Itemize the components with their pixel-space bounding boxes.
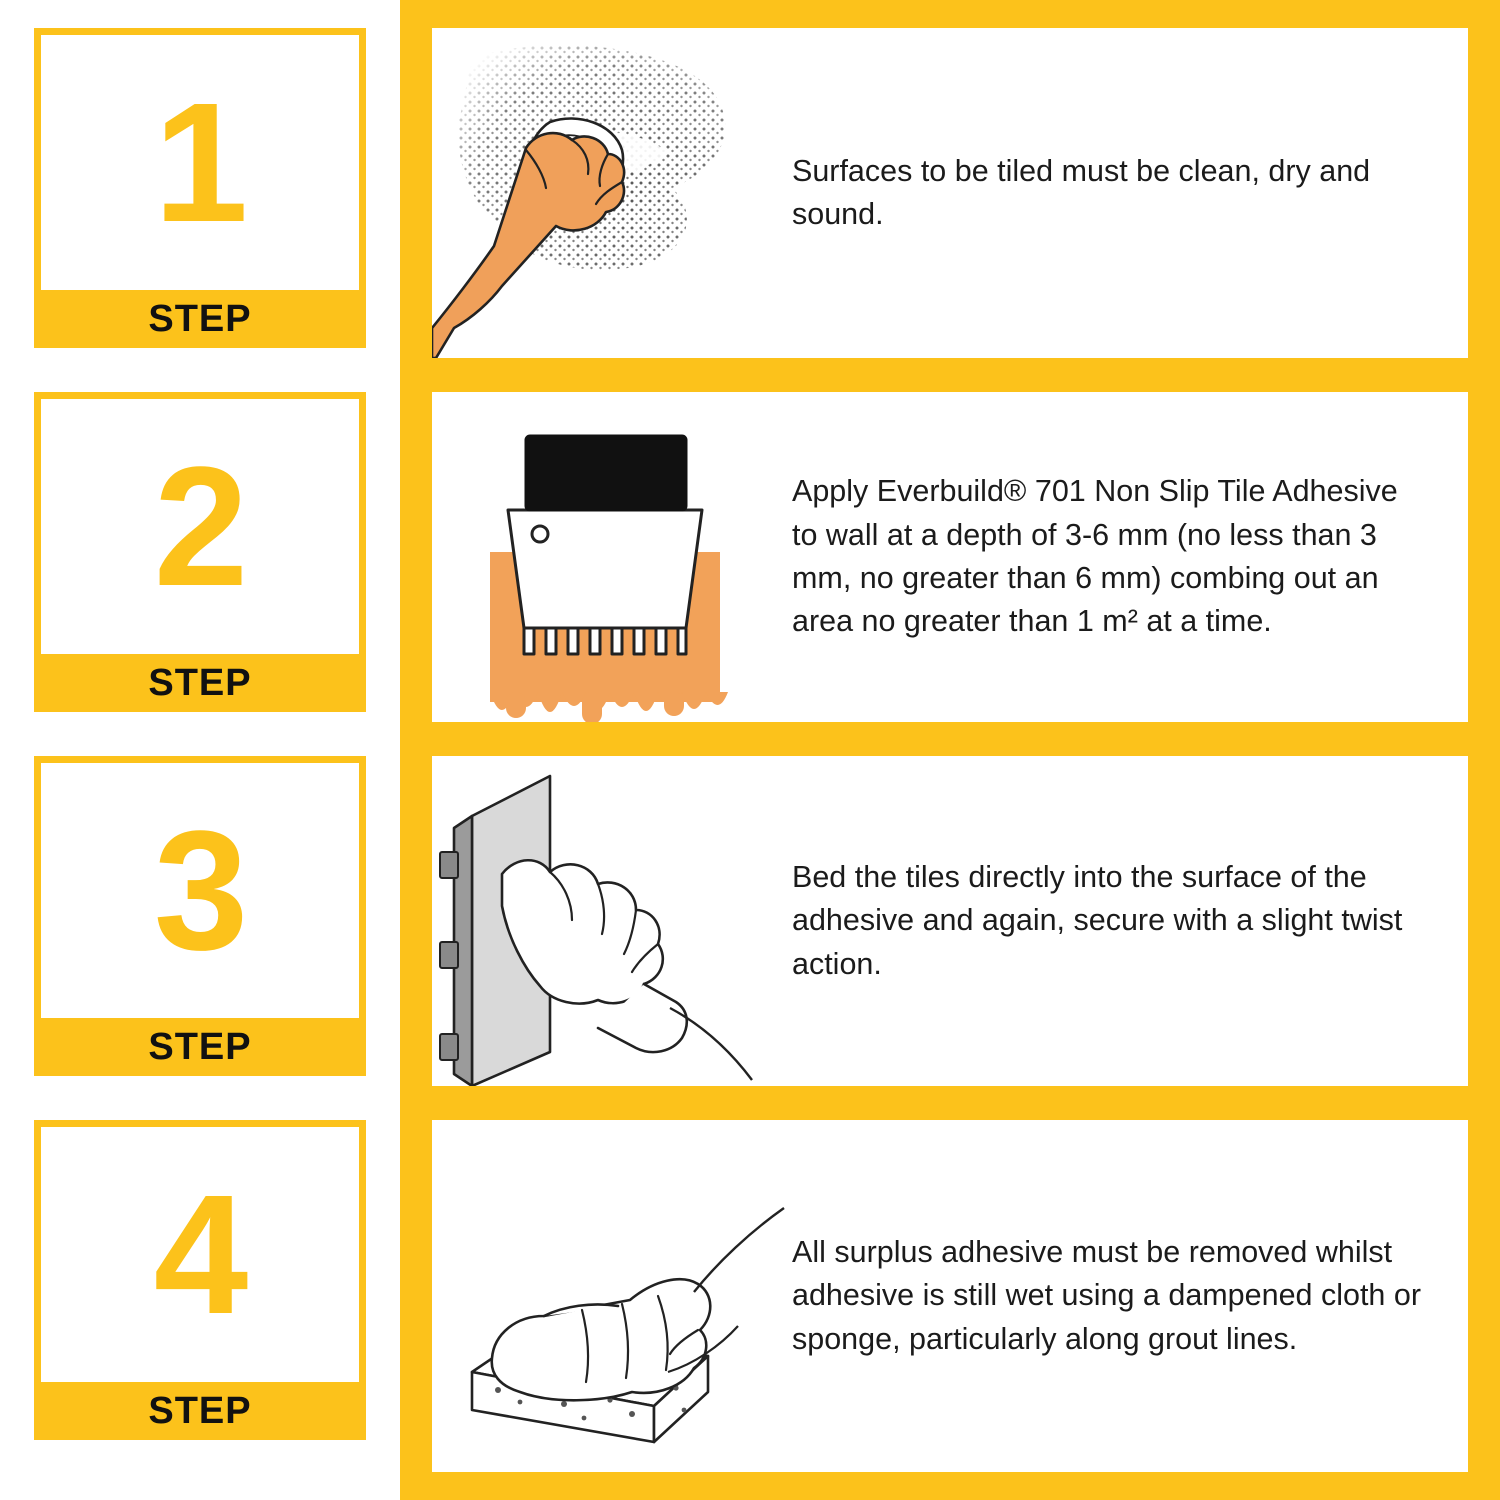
step-label-box-1 bbox=[34, 290, 366, 348]
step-row-1 bbox=[432, 28, 1468, 358]
step-number-box-4 bbox=[34, 1120, 366, 1382]
step-number-3: 3 bbox=[153, 795, 247, 986]
step-label-4: STEP bbox=[148, 1389, 252, 1432]
step-card-1 bbox=[34, 28, 366, 348]
hand-with-sponge-icon bbox=[432, 1120, 792, 1472]
step-card-3 bbox=[34, 756, 366, 1076]
step-label-2: STEP bbox=[148, 661, 252, 704]
step-text-2: Apply Everbuild® 701 Non Slip Tile Adhesive to wall at a depth of 3-6 mm (no less than 3 mm, no greater than 6 mm) combing out an area no greater than 1 m² at a time. bbox=[792, 474, 1398, 639]
step-row-3 bbox=[432, 756, 1468, 1086]
step-card-2 bbox=[34, 392, 366, 712]
notched-trowel-adhesive-icon bbox=[432, 392, 792, 722]
step-text-3: Bed the tiles directly into the surface of the adhesive and again, secure with a slight twist action. bbox=[792, 860, 1403, 981]
step-card-4 bbox=[34, 1120, 366, 1440]
step-number-4: 4 bbox=[153, 1159, 247, 1350]
step-label-3: STEP bbox=[148, 1025, 252, 1068]
step-text-4: All surplus adhesive must be removed whilst adhesive is still wet using a dampened cloth or sponge, particularly along grout lines. bbox=[792, 1235, 1421, 1356]
step-row-4 bbox=[432, 1120, 1468, 1472]
step-label-box-3 bbox=[34, 1018, 366, 1076]
step-label-box-2 bbox=[34, 654, 366, 712]
step-row-2 bbox=[432, 392, 1468, 722]
step-illustration-2 bbox=[432, 392, 792, 722]
step-number-box-2 bbox=[34, 392, 366, 654]
step-number-box-3 bbox=[34, 756, 366, 1018]
step-number-1: 1 bbox=[153, 67, 247, 258]
step-label-1: STEP bbox=[148, 297, 252, 340]
step-illustration-3 bbox=[432, 756, 792, 1086]
step-label-box-4 bbox=[34, 1382, 366, 1440]
step-number-2: 2 bbox=[153, 431, 247, 622]
step-number-box-1 bbox=[34, 28, 366, 290]
step-text-1: Surfaces to be tiled must be clean, dry and sound. bbox=[792, 153, 1371, 231]
step-illustration-1 bbox=[432, 28, 792, 358]
step-illustration-4 bbox=[432, 1120, 792, 1472]
hand-wiping-wall-icon bbox=[432, 28, 792, 358]
hand-pressing-tile-icon bbox=[432, 756, 792, 1086]
